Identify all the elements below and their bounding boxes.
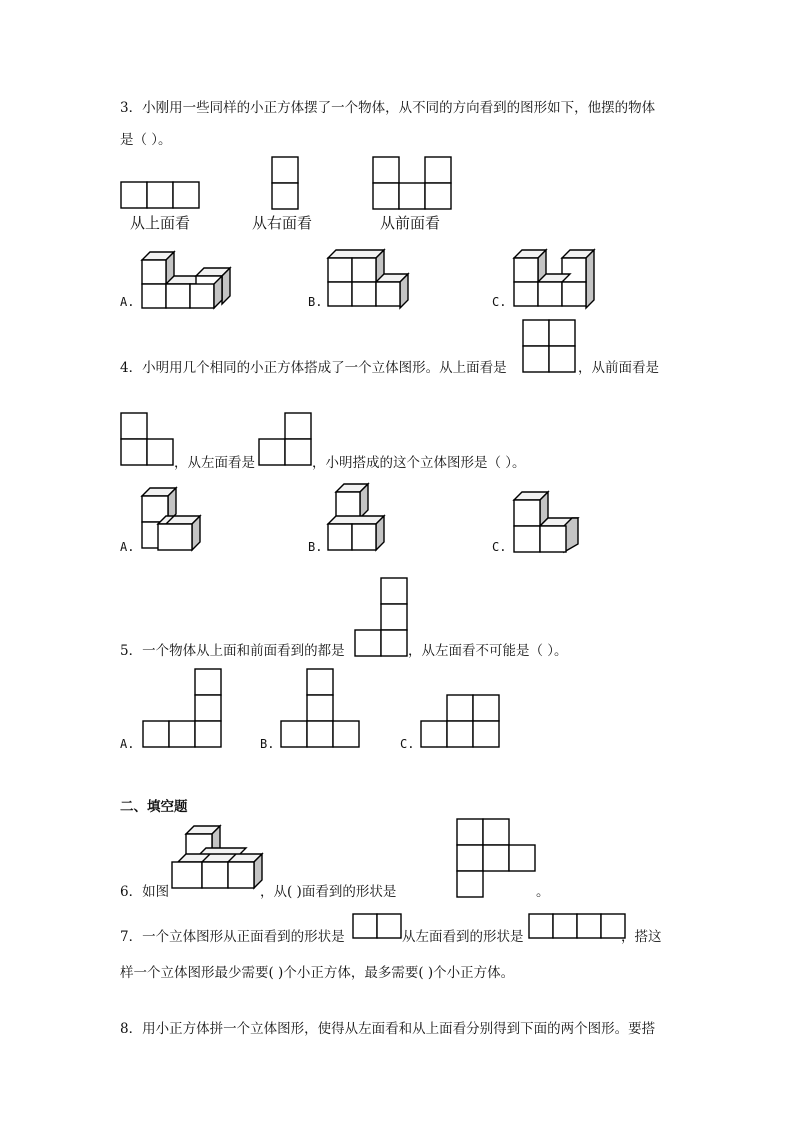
q4-text-line1: 4．小明用几个相同的小正方体搭成了一个立体图形。从上面看是 — [120, 360, 507, 376]
q6-shape-figure — [456, 818, 538, 900]
q4-option-b-label: B. — [308, 540, 323, 554]
q5-option-a-figure[interactable] — [142, 668, 224, 750]
q6-cube-figure — [170, 824, 266, 898]
q4-front-view-figure — [120, 412, 178, 470]
q5-option-c-label: C. — [400, 737, 415, 751]
q7-text-a: 7．一个立体图形从正面看到的形状是 — [120, 929, 345, 945]
q6-text-b: ，从( )面看到的形状是 — [260, 884, 397, 900]
q3-right-view-figure — [271, 156, 301, 212]
q4-text-line1-tail: ，从前面看是 — [578, 360, 659, 376]
q5-option-c-figure[interactable] — [420, 694, 502, 750]
q3-option-b-figure[interactable] — [326, 248, 416, 312]
q4-option-a-label: A. — [120, 540, 135, 554]
q7-text-c: ，搭这 — [621, 929, 662, 945]
q4-option-c-figure[interactable] — [512, 490, 582, 556]
q8-text-line1: 8．用小正方体拼一个立体图形，使得从左面看和从上面看分别得到下面的两个图形。要搭 — [120, 1021, 656, 1037]
q7-front-view-figure — [352, 913, 408, 943]
q4-text-line2-b: ，小明搭成的这个立体图形是（ ）。 — [312, 455, 526, 471]
q4-top-view-figure — [522, 319, 580, 377]
q3-view-front-label: 从前面看 — [380, 214, 441, 232]
q3-top-view-figure — [120, 181, 202, 211]
q3-front-view-figure — [372, 156, 454, 212]
q5-text-line1-tail: ，从左面看不可能是（ ）。 — [408, 643, 568, 659]
q3-view-top-label: 从上面看 — [130, 214, 191, 232]
q3-view-right-label: 从右面看 — [252, 214, 313, 232]
q6-text-a: 6．如图 — [120, 884, 170, 900]
q3-option-b-label: B. — [308, 295, 323, 309]
q3-option-a-figure[interactable] — [140, 250, 240, 312]
q6-text-c: 。 — [536, 884, 550, 900]
q7-text-b: 从左面看到的形状是 — [402, 929, 524, 945]
q5-view-figure — [354, 577, 410, 659]
q5-option-b-figure[interactable] — [280, 668, 362, 750]
q4-option-a-figure[interactable] — [140, 486, 210, 556]
q4-text-line2-a: ，从左面看是 — [174, 455, 255, 471]
q3-option-a-label: A. — [120, 295, 135, 309]
q7-text-line2: 样一个立体图形最少需要( )个小正方体，最多需要( )个小正方体。 — [120, 965, 515, 981]
q3-text-line2: 是（ ）。 — [120, 132, 172, 148]
q3-option-c-figure[interactable] — [512, 246, 602, 312]
q5-text-line1: 5．一个物体从上面和前面看到的都是 — [120, 643, 345, 659]
q3-text-line1: 3．小刚用一些同样的小正方体摆了一个物体，从不同的方向看到的图形如下，他摆的物体 — [120, 100, 656, 116]
q5-option-a-label: A. — [120, 737, 135, 751]
q7-left-view-figure — [528, 913, 628, 943]
q5-option-b-label: B. — [260, 737, 275, 751]
q4-option-c-label: C. — [492, 540, 507, 554]
section-2-title: 二、填空题 — [120, 799, 188, 815]
q4-left-view-figure — [258, 412, 316, 470]
q4-option-b-figure[interactable] — [326, 484, 396, 556]
q3-option-c-label: C. — [492, 295, 507, 309]
